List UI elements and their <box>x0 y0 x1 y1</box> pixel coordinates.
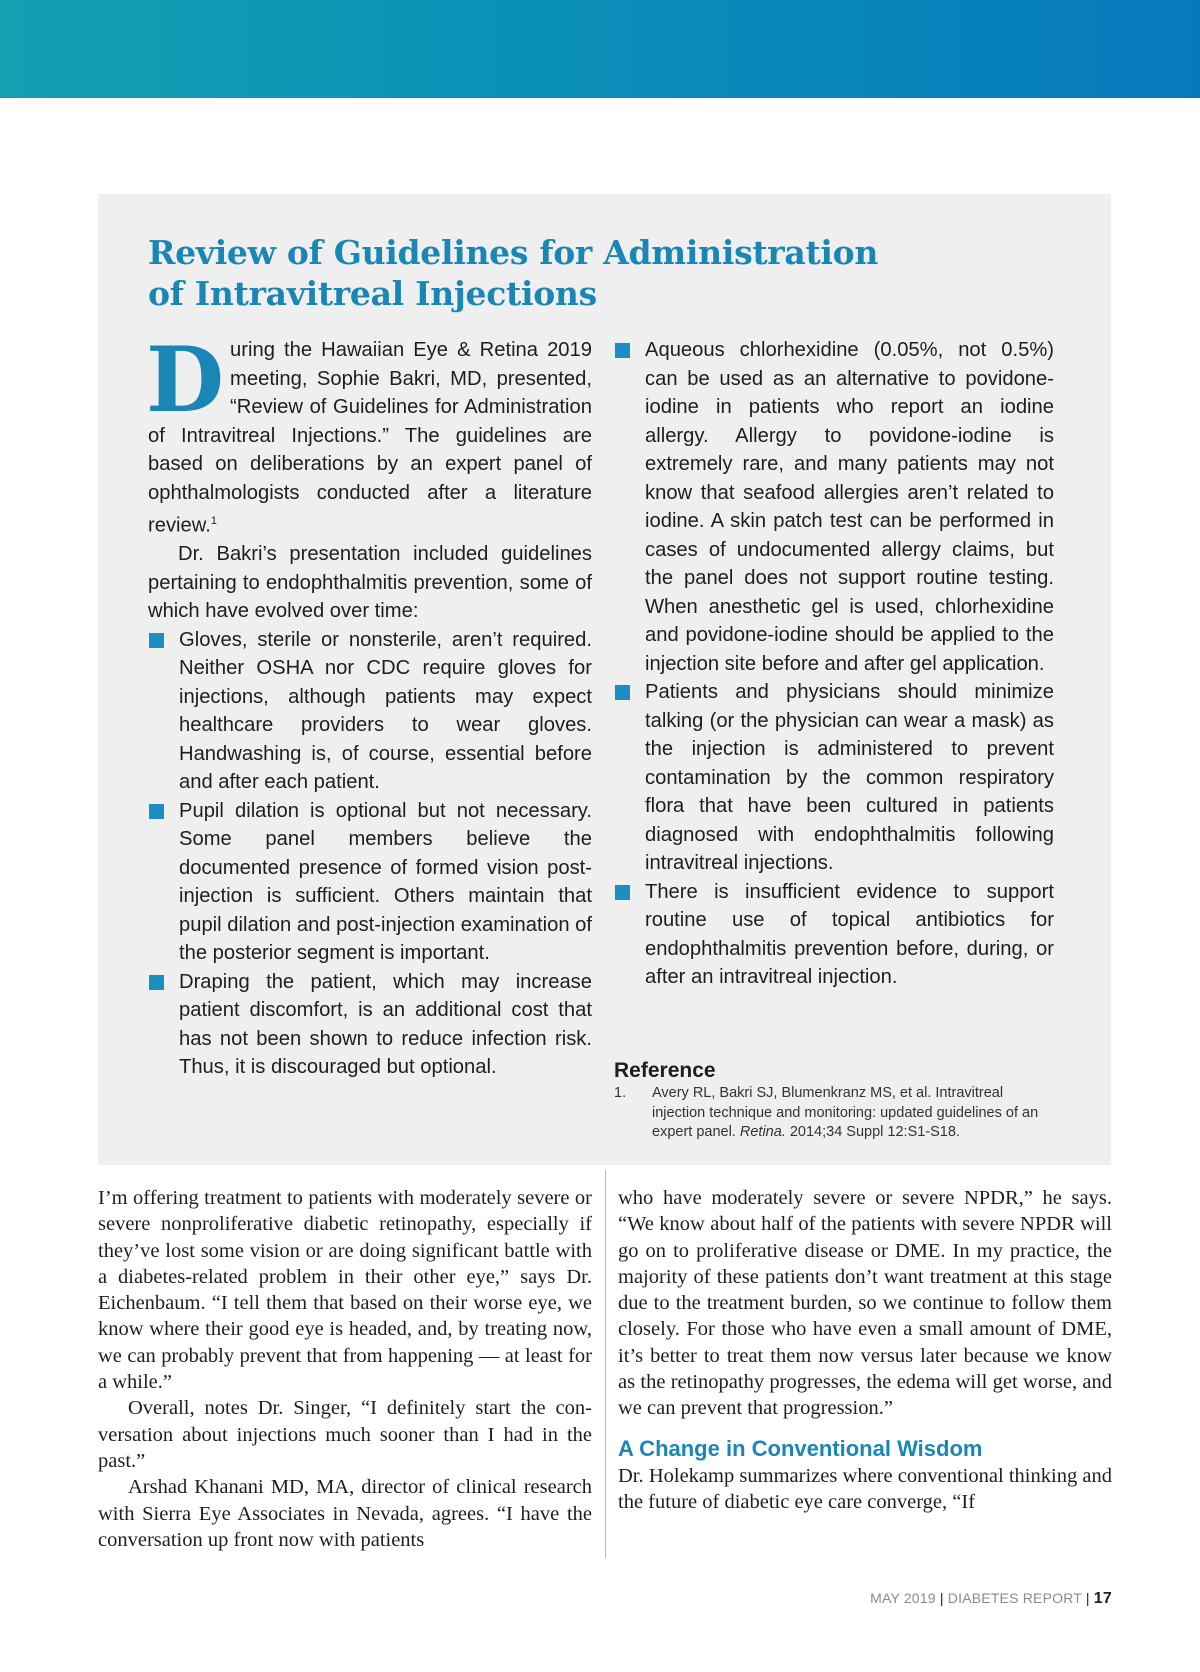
guideline-text: Gloves, sterile or nonsterile, aren’t required. Neither OSHA nor CDC require gloves for injections, although patients may expect healthcare providers to wear gloves. Handwashing is, of course, essential before and after each patient. <box>179 628 592 794</box>
guideline-text: Pupil dilation is optional but not necessary. Some panel members believe the documented presence of formed vision post-injection is sufficient. Others maintain that pupil dilation and post-injection examination of the posterior segment is important. <box>179 799 592 965</box>
article-left-column <box>98 1185 592 1553</box>
intro-paragraph <box>146 327 592 540</box>
article-paragraph: I’m offering treatment to patients with moderately severe or severe nonproliferative diabetic retinopathy, especially if they’ve lost some vision or are doing significant battle with a diabetes-related problem in their other eye,” says Dr. Eichenbaum. “I tell them that based on their worse eye, we know where their good eye is headed, and, by treating now, we can probably prevent that from happening — at least for a while.” <box>98 1187 592 1394</box>
article-right-column <box>618 1185 1112 1515</box>
reference-journal: Retina. <box>739 1124 786 1140</box>
guideline-text: Patients and physicians should minimize talking (or the physician can wear a mask) as the injection is administered to prevent contamination by the common respiratory flora that have been cultured in patients diagnosed with endophthalmitis following intravitreal injections. <box>645 681 1054 874</box>
guideline-item <box>148 626 592 797</box>
sidebar-right-column <box>614 336 1054 992</box>
square-bullet-icon <box>149 975 164 990</box>
article-paragraph: Dr. Holekamp summarizes where conventional thinking and the future of diabetic eye care converge, “If <box>618 1464 1112 1513</box>
guideline-text: There is insufficient evidence to support routine use of topical antibiotics for endophthalmitis prevention before, during, or after an intravitreal injection. <box>645 880 1054 988</box>
header-banner <box>0 0 1200 98</box>
sidebar-title-line2: of Intravitreal Injections <box>148 274 597 313</box>
guideline-text: Aqueous chlorhexidine (0.05%, not 0.5%) can be used as an alternative to povidone-iodine in patients who report an iodine allergy. Allergy to povidone-iodine is extremely rare, and many patients may not know that seafood allergies aren’t related to iodine. A skin patch test can be performed in cases of undocumented allergy claims, but the panel does not support routine testing. When anesthetic gel is used, chlorhexidine and povidone-iodine should be applied to the injection site before and after gel application. <box>645 339 1054 675</box>
page-footer <box>870 1590 1112 1608</box>
issue-date: MAY 2019 <box>870 1590 936 1606</box>
guideline-item <box>148 797 592 968</box>
sidebar-title-line1: Review of Guidelines for Administration <box>148 233 879 272</box>
reference-citation <box>652 1084 1054 1143</box>
guideline-item <box>614 336 1054 678</box>
reference-authors-title: Avery RL, Bakri SJ, Blumenkranz MS, et al. Intravitreal injection technique and monitoring: updated guidelines of an expert panel. <box>652 1085 1039 1140</box>
guideline-text: Draping the patient, which may increase patient discomfort, is an additional cost that has not been shown to reduce infection risk. Thus, it is discouraged but optional. <box>179 970 592 1079</box>
square-bullet-icon <box>149 804 164 819</box>
sidebar-left-column <box>146 327 592 1082</box>
footnote-marker: 1 <box>210 515 217 527</box>
publication-name: DIABETES REPORT <box>947 1590 1082 1606</box>
article-paragraph: Arshad Khanani MD, MA, director of clinical research with Sierra Eye Associates in Nevada, agrees. “I have the conversation up front now with patients <box>98 1476 592 1551</box>
square-bullet-icon <box>615 343 630 358</box>
intro-text: uring the Hawaiian Eye & Retina 2019 meeting, Sophie Bakri, MD, presented, “Review of Guidelines for Administration of Intravitreal Injections.” The guidelines are based on deliberations by an expert panel of ophthalmologists conducted after a literature review. <box>148 339 592 537</box>
article-paragraph: who have moderately severe or severe NPDR,” he says. “We know about half of the patients with severe NPDR will go on to proliferative disease or DME. In my practice, the majority of these patients don’t want treatment at this stage due to the treatment burden, so we continue to follow them closely. For those who have even a small amount of DME, it’s better to treat them now versus later because we know as the retinopathy progresses, the edema will get worse, and we can prevent that progression.” <box>618 1187 1112 1420</box>
article-paragraph: Overall, notes Dr. Singer, “I definitely start the conversation about injections much sooner than I had in the past.” <box>98 1397 592 1472</box>
guideline-item <box>614 678 1054 878</box>
column-divider <box>605 1170 606 1558</box>
drop-cap: D <box>146 327 225 433</box>
guideline-list-left <box>148 626 592 1082</box>
guideline-item <box>614 878 1054 992</box>
sidebar-title <box>148 232 1048 314</box>
intro-paragraph-2: Dr. Bakri’s presentation included guidelines pertaining to endophthalmitis prevention, some of which have evolved over time: <box>148 543 592 623</box>
square-bullet-icon <box>615 885 630 900</box>
square-bullet-icon <box>615 685 630 700</box>
footer-separator: | <box>1081 1590 1094 1606</box>
square-bullet-icon <box>149 633 164 648</box>
reference-volume: 2014;34 Suppl 12:S1-S18. <box>785 1124 960 1140</box>
reference-heading: Reference <box>614 1059 716 1082</box>
reference-number: 1. <box>614 1085 627 1101</box>
guideline-list-right <box>614 336 1054 992</box>
guideline-item <box>148 968 592 1082</box>
page-number: 17 <box>1093 1590 1112 1607</box>
footer-separator: | <box>935 1590 948 1606</box>
reference-item <box>614 1084 1054 1143</box>
section-heading: A Change in Conventional Wisdom <box>618 1435 983 1461</box>
